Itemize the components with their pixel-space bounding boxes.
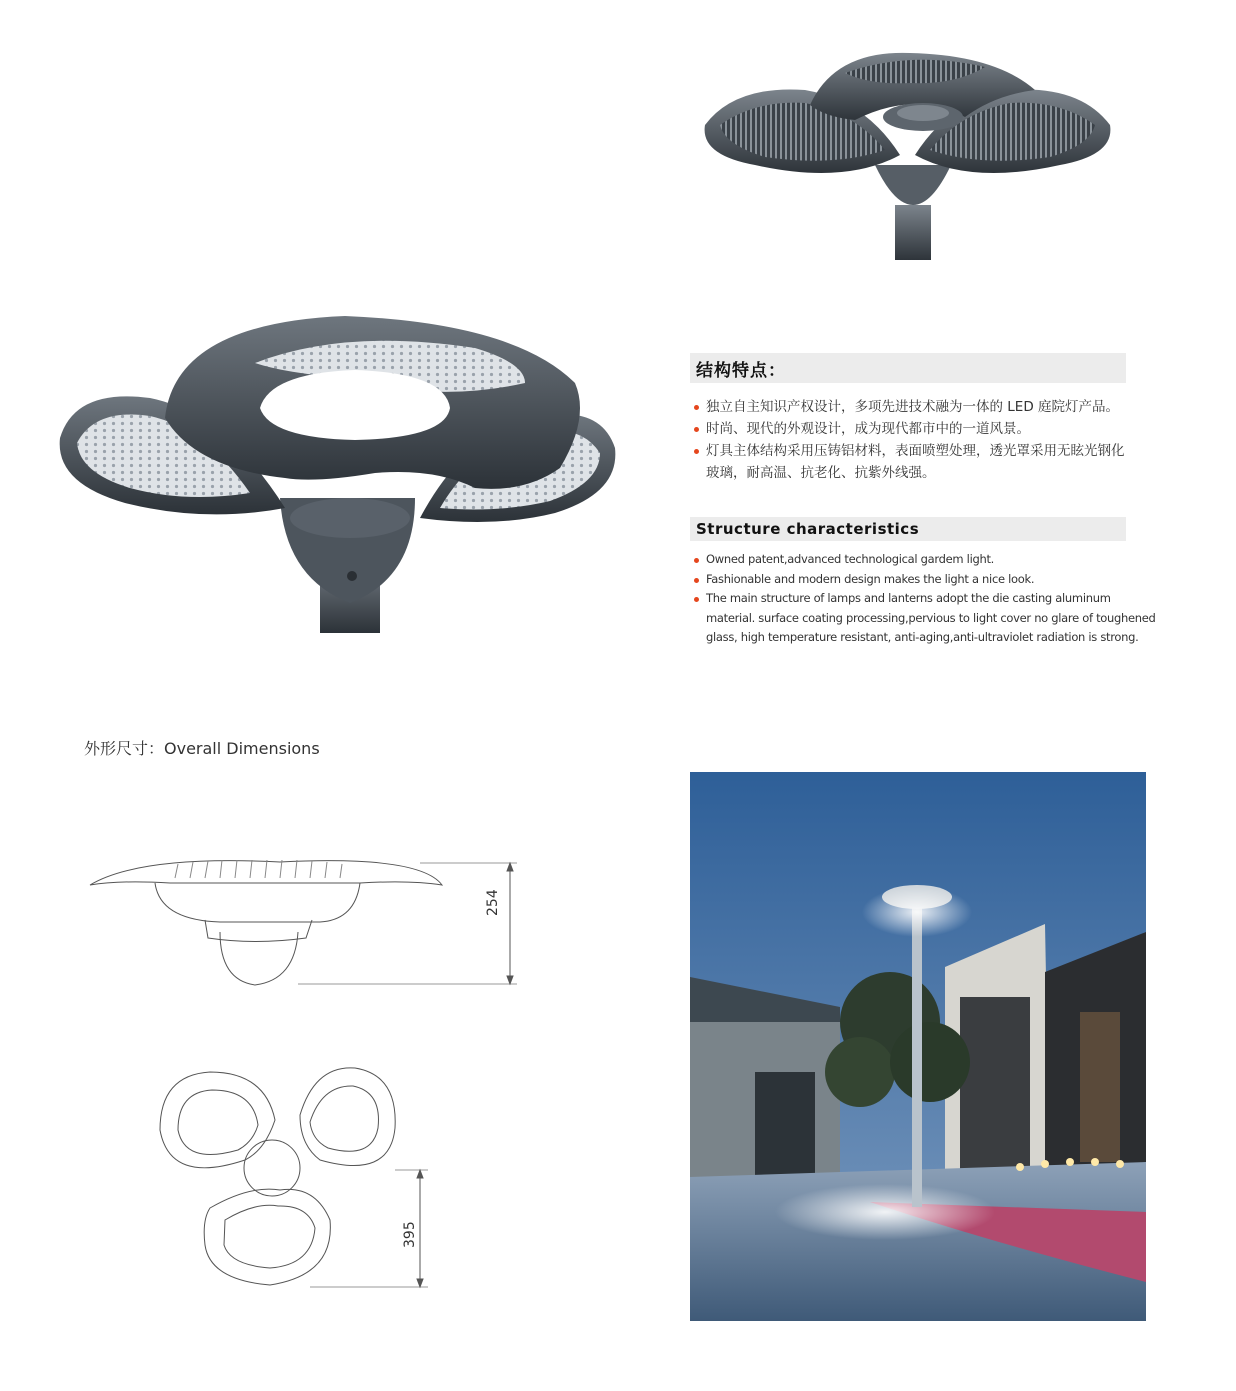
dimension-height-label: 254 <box>485 889 501 916</box>
top-view-drawing <box>150 1060 450 1300</box>
structure-en-heading: Structure characteristics <box>690 517 1126 541</box>
list-item: Fashionable and modern design makes the light a nice look. <box>692 570 1162 590</box>
list-item: 灯具主体结构采用压铸铝材料，表面喷塑处理，透光罩采用无眩光钢化玻璃，耐高温、抗老化、抗紫外线强。 <box>692 440 1132 484</box>
list-item: 时尚、现代的外观设计，成为现代都市中的一道风景。 <box>692 418 1132 440</box>
lamp-photo-underside <box>55 308 620 633</box>
side-view-drawing <box>80 850 530 995</box>
structure-en-list <box>692 550 1162 648</box>
scene-photo <box>690 772 1146 1321</box>
structure-cn-heading: 结构特点： <box>690 353 1126 383</box>
list-item: Owned patent,advanced technological gardem light. <box>692 550 1162 570</box>
list-item: 独立自主知识产权设计，多项先进技术融为一体的 LED 庭院灯产品。 <box>692 396 1132 418</box>
structure-cn-list <box>692 396 1132 484</box>
dimensions-title: 外形尺寸：Overall Dimensions <box>84 739 320 758</box>
lamp-photo-top <box>695 45 1120 260</box>
list-item: The main structure of lamps and lanterns adopt the die casting aluminum material. surface coating processing,pervious to light cover no glare of toughened glass, high temperature resistant, anti-aging,anti-ultraviolet radiation is strong. <box>692 589 1162 648</box>
dimension-width-label: 395 <box>402 1221 418 1248</box>
